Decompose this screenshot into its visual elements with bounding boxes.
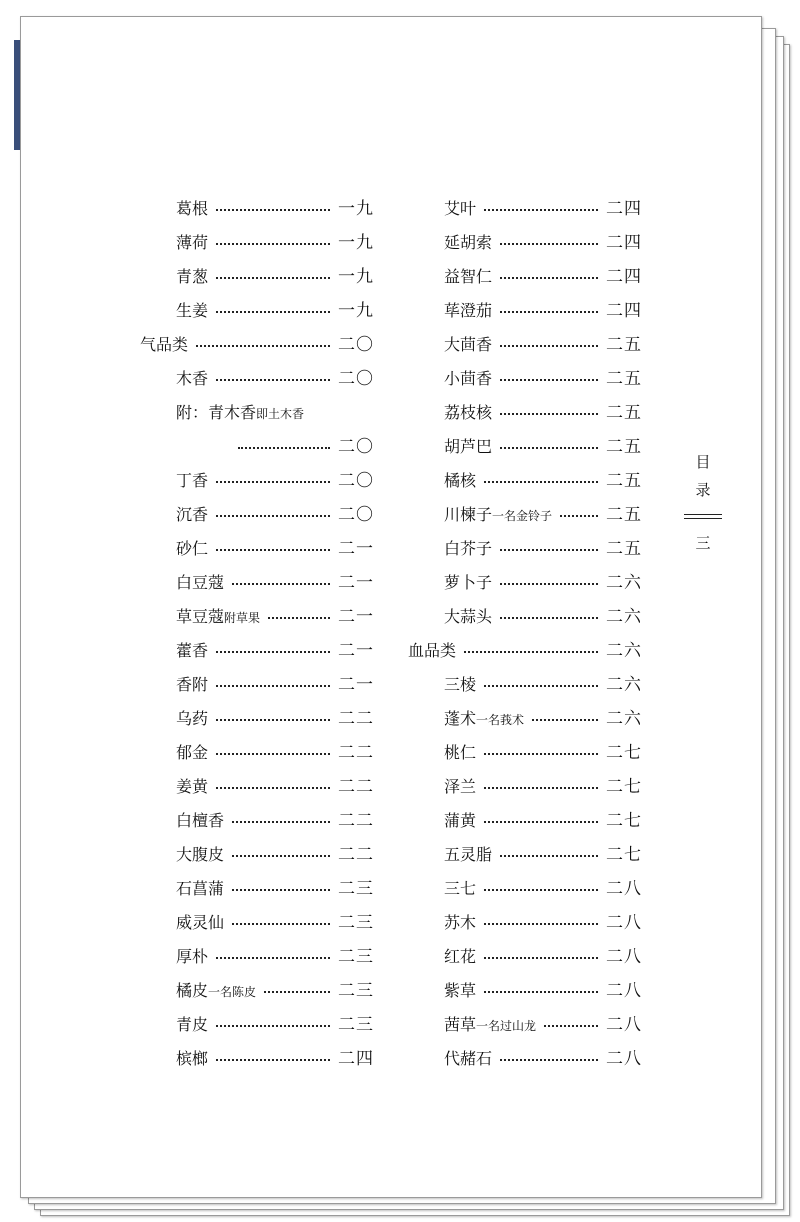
dot-leader <box>500 583 598 585</box>
entry-page-number: 二〇 <box>338 471 374 491</box>
toc-entry <box>408 736 648 770</box>
dot-leader <box>216 1025 330 1027</box>
entry-name-text: 延胡索 <box>444 233 493 252</box>
dot-leader <box>216 685 330 687</box>
entry-name <box>444 260 492 294</box>
entry-name-text: 薄荷 <box>176 233 209 252</box>
entry-name <box>444 498 552 533</box>
entry-name-text: 三七 <box>444 879 477 898</box>
dot-leader <box>500 855 598 857</box>
dot-leader <box>238 447 330 449</box>
entry-name <box>444 600 492 634</box>
entry-name <box>444 1008 536 1043</box>
dot-leader <box>216 651 330 653</box>
entry-name-text: 丁香 <box>176 471 209 490</box>
toc-entry <box>140 430 380 464</box>
entry-name <box>176 226 208 260</box>
entry-name-text: 橘核 <box>444 471 477 490</box>
running-header <box>682 448 724 557</box>
toc-entry <box>408 872 648 906</box>
entry-name <box>444 226 492 260</box>
entry-name-text: 大茴香 <box>444 335 493 354</box>
toc-entry <box>140 532 380 566</box>
entry-name <box>444 770 476 804</box>
toc-entry <box>408 804 648 838</box>
entry-name-text: 三棱 <box>444 675 477 694</box>
entry-page-number: 一九 <box>338 267 374 287</box>
entry-name-text: 益智仁 <box>444 267 493 286</box>
entry-name-text: 附：青木香 <box>176 403 257 422</box>
entry-name-text: 茜草 <box>444 1015 477 1034</box>
dot-leader <box>484 787 598 789</box>
entry-page-number: 二二 <box>338 743 374 763</box>
dot-leader <box>268 617 330 619</box>
entry-name-text: 厚朴 <box>176 947 209 966</box>
entry-name-text: 荔枝核 <box>444 403 493 422</box>
toc-entry <box>408 192 648 226</box>
toc-entry <box>140 566 380 600</box>
toc-entry <box>408 362 648 396</box>
entry-name <box>176 192 208 226</box>
entry-name-text: 萝卜子 <box>444 573 493 592</box>
entry-page-number: 二八 <box>606 913 642 933</box>
toc-entry <box>408 668 648 702</box>
entry-name-text: 槟榔 <box>176 1049 209 1068</box>
entry-page-number: 二八 <box>606 1015 642 1035</box>
toc-entry <box>140 192 380 226</box>
dot-leader <box>196 345 330 347</box>
dot-leader <box>216 277 330 279</box>
entry-page-number: 二四 <box>338 1049 374 1069</box>
entry-name-text: 姜黄 <box>176 777 209 796</box>
entry-page-number: 二三 <box>338 947 374 967</box>
toc-entry <box>140 872 380 906</box>
entry-name <box>176 1008 208 1042</box>
entry-note: 即土木香 <box>256 407 305 421</box>
entry-name-text: 威灵仙 <box>176 913 225 932</box>
dot-leader <box>484 481 598 483</box>
dot-leader <box>216 311 330 313</box>
entry-name-text: 乌药 <box>176 709 209 728</box>
entry-page-number: 二〇 <box>338 505 374 525</box>
entry-page-number: 二五 <box>606 437 642 457</box>
entry-name <box>176 668 208 702</box>
toc-entry <box>140 260 380 294</box>
dot-leader <box>500 379 598 381</box>
entry-page-number: 二三 <box>338 879 374 899</box>
entry-name <box>176 396 304 431</box>
entry-name-text: 代赭石 <box>444 1049 493 1068</box>
dot-leader <box>216 957 330 959</box>
entry-name-text: 白豆蔻 <box>176 573 225 592</box>
entry-page-number: 二二 <box>338 777 374 797</box>
entry-name-text: 石菖蒲 <box>176 879 225 898</box>
dot-leader <box>464 651 598 653</box>
entry-name <box>444 430 492 464</box>
entry-name <box>444 940 476 974</box>
entry-page-number: 二一 <box>338 573 374 593</box>
entry-name-text: 血品类 <box>408 641 457 660</box>
entry-page-number: 二七 <box>606 811 642 831</box>
toc-entry <box>140 974 380 1008</box>
entry-page-number: 二三 <box>338 913 374 933</box>
toc-category <box>408 634 648 668</box>
entry-name <box>176 940 208 974</box>
entry-page-number: 一九 <box>338 301 374 321</box>
dot-leader <box>500 617 598 619</box>
entry-page-number: 二四 <box>606 267 642 287</box>
dot-leader <box>484 991 598 993</box>
entry-name-text: 荜澄茄 <box>444 301 493 320</box>
entry-name-text: 沉香 <box>176 505 209 524</box>
toc-entry <box>140 498 380 532</box>
toc-entry <box>408 396 648 430</box>
dot-leader <box>216 787 330 789</box>
toc-entry <box>140 464 380 498</box>
entry-name <box>408 634 456 668</box>
entry-name-text: 白檀香 <box>176 811 225 830</box>
entry-page-number: 二四 <box>606 233 642 253</box>
entry-page-number: 二二 <box>338 845 374 865</box>
page-number: 三 <box>695 534 711 552</box>
toc-entry <box>408 430 648 464</box>
entry-name-text: 白芥子 <box>444 539 493 558</box>
entry-name <box>176 634 208 668</box>
entry-page-number: 二五 <box>606 403 642 423</box>
entry-page-number: 二一 <box>338 607 374 627</box>
entry-name-text: 郁金 <box>176 743 209 762</box>
dot-leader <box>216 1059 330 1061</box>
entry-name <box>444 294 492 328</box>
entry-note: 一名金铃子 <box>492 509 553 523</box>
entry-name-text: 大腹皮 <box>176 845 225 864</box>
entry-name <box>444 396 492 430</box>
toc-entry <box>140 634 380 668</box>
dot-leader <box>232 821 330 823</box>
dot-leader <box>484 753 598 755</box>
toc-entry <box>408 770 648 804</box>
entry-name-text: 蓬术 <box>444 709 477 728</box>
entry-name-text: 小茴香 <box>444 369 493 388</box>
entry-name <box>176 498 208 532</box>
toc-entry <box>140 294 380 328</box>
entry-page-number: 二一 <box>338 641 374 661</box>
entry-name-text: 藿香 <box>176 641 209 660</box>
toc-entry <box>140 838 380 872</box>
entry-name-text: 桃仁 <box>444 743 477 762</box>
dot-leader <box>484 923 598 925</box>
entry-name <box>176 1042 208 1076</box>
entry-name <box>444 464 476 498</box>
toc-entry <box>408 838 648 872</box>
entry-page-number: 二四 <box>606 199 642 219</box>
dot-leader <box>232 923 330 925</box>
dot-leader <box>500 243 598 245</box>
entry-page-number: 二三 <box>338 1015 374 1035</box>
dot-leader <box>232 583 330 585</box>
toc-entry <box>140 702 380 736</box>
entry-name <box>176 872 224 906</box>
entry-name <box>444 974 476 1008</box>
entry-page-number: 二八 <box>606 981 642 1001</box>
entry-page-number: 二二 <box>338 709 374 729</box>
toc-entry <box>140 1042 380 1076</box>
toc-entry <box>408 974 648 1008</box>
section-title-char: 目 <box>695 453 711 471</box>
dot-leader <box>500 549 598 551</box>
toc-entry <box>140 600 380 634</box>
dot-leader <box>484 209 598 211</box>
entry-page-number: 二六 <box>606 607 642 627</box>
entry-name <box>444 532 492 566</box>
entry-name <box>176 532 208 566</box>
entry-name-text: 蒲黄 <box>444 811 477 830</box>
entry-name <box>444 736 476 770</box>
entry-name-text: 青葱 <box>176 267 209 286</box>
toc-entry <box>408 260 648 294</box>
entry-name-text: 艾叶 <box>444 199 477 218</box>
entry-name-text: 香附 <box>176 675 209 694</box>
entry-page-number: 二八 <box>606 879 642 899</box>
entry-name <box>444 906 476 940</box>
entry-page-number: 二七 <box>606 743 642 763</box>
dot-leader <box>500 413 598 415</box>
entry-name-text: 气品类 <box>140 335 189 354</box>
dot-leader <box>216 549 330 551</box>
dot-leader <box>560 515 598 517</box>
entry-name-text: 青皮 <box>176 1015 209 1034</box>
entry-page-number: 二一 <box>338 539 374 559</box>
dot-leader <box>500 447 598 449</box>
toc-entry <box>408 328 648 362</box>
toc-category <box>140 328 380 362</box>
entry-name-text: 胡芦巴 <box>444 437 493 456</box>
entry-name <box>444 702 524 737</box>
entry-name-text: 苏木 <box>444 913 477 932</box>
entry-name-text: 木香 <box>176 369 209 388</box>
entry-name <box>444 1042 492 1076</box>
entry-name <box>444 872 476 906</box>
entry-name <box>176 974 256 1009</box>
toc-entry <box>408 1042 648 1076</box>
dot-leader <box>500 345 598 347</box>
toc-entry <box>140 804 380 838</box>
entry-page-number: 二八 <box>606 1049 642 1069</box>
entry-name <box>176 702 208 736</box>
entry-name <box>444 668 476 702</box>
dot-leader <box>484 889 598 891</box>
entry-note: 一名陈皮 <box>208 985 257 999</box>
dot-leader <box>232 855 330 857</box>
entry-name <box>176 804 224 838</box>
dot-leader <box>484 821 598 823</box>
toc-entry <box>140 736 380 770</box>
toc-left-column <box>140 192 380 1076</box>
section-title-char: 录 <box>695 481 711 499</box>
dot-leader <box>216 209 330 211</box>
toc-entry <box>140 906 380 940</box>
toc-entry <box>408 532 648 566</box>
toc-entry <box>408 464 648 498</box>
entry-page-number: 二六 <box>606 675 642 695</box>
entry-name-text: 砂仁 <box>176 539 209 558</box>
entry-name-text: 生姜 <box>176 301 209 320</box>
entry-name-text: 川楝子 <box>444 505 493 524</box>
entry-note: 一名莪术 <box>476 713 525 727</box>
toc-entry <box>408 1008 648 1042</box>
entry-page-number: 二七 <box>606 777 642 797</box>
entry-name <box>444 838 492 872</box>
entry-name-text: 葛根 <box>176 199 209 218</box>
entry-page-number: 二五 <box>606 539 642 559</box>
entry-page-number: 二〇 <box>338 335 374 355</box>
dot-leader <box>216 719 330 721</box>
entry-page-number: 二三 <box>338 981 374 1001</box>
entry-page-number: 二六 <box>606 709 642 729</box>
entry-page-number: 二五 <box>606 471 642 491</box>
entry-name <box>176 770 208 804</box>
toc-entry <box>140 770 380 804</box>
dot-leader <box>500 1059 598 1061</box>
entry-page-number: 二七 <box>606 845 642 865</box>
entry-page-number: 二六 <box>606 573 642 593</box>
entry-name-text: 草豆蔻 <box>176 607 225 626</box>
entry-page-number: 二〇 <box>338 437 374 457</box>
entry-page-number: 二八 <box>606 947 642 967</box>
toc-entry <box>140 668 380 702</box>
entry-page-number: 二〇 <box>338 369 374 389</box>
toc-entry <box>140 362 380 396</box>
entry-name <box>176 736 208 770</box>
dot-leader <box>500 277 598 279</box>
entry-page-number: 二五 <box>606 335 642 355</box>
entry-page-number: 二二 <box>338 811 374 831</box>
header-divider <box>684 514 722 519</box>
entry-name-text: 紫草 <box>444 981 477 1000</box>
dot-leader <box>216 753 330 755</box>
dot-leader <box>216 243 330 245</box>
entry-name <box>176 260 208 294</box>
dot-leader <box>216 379 330 381</box>
toc-right-column <box>408 192 648 1076</box>
dot-leader <box>232 889 330 891</box>
entry-name <box>176 906 224 940</box>
entry-page-number: 一九 <box>338 199 374 219</box>
entry-note: 一名过山龙 <box>476 1019 537 1033</box>
entry-name-text: 泽兰 <box>444 777 477 796</box>
dot-leader <box>532 719 598 721</box>
toc-entry <box>408 294 648 328</box>
toc-entry <box>408 498 648 532</box>
toc-entry <box>408 906 648 940</box>
toc-entry <box>408 600 648 634</box>
dot-leader <box>216 481 330 483</box>
toc-entry <box>408 566 648 600</box>
entry-name-text: 五灵脂 <box>444 845 493 864</box>
entry-page-number: 二六 <box>606 641 642 661</box>
entry-name-text: 大蒜头 <box>444 607 493 626</box>
toc-entry <box>408 702 648 736</box>
entry-name <box>176 566 224 600</box>
dot-leader <box>544 1025 598 1027</box>
entry-name <box>176 838 224 872</box>
entry-name <box>444 566 492 600</box>
dot-leader <box>216 515 330 517</box>
entry-name <box>176 362 208 396</box>
dot-leader <box>500 311 598 313</box>
toc-entry <box>408 940 648 974</box>
entry-name <box>176 464 208 498</box>
entry-name-text: 红花 <box>444 947 477 966</box>
toc-entry <box>140 940 380 974</box>
toc-entry <box>140 396 380 430</box>
dot-leader <box>264 991 330 993</box>
entry-name <box>444 192 476 226</box>
entry-page-number: 二五 <box>606 505 642 525</box>
entry-name <box>444 804 476 838</box>
entry-page-number: 二四 <box>606 301 642 321</box>
entry-name-text: 橘皮 <box>176 981 209 1000</box>
entry-page-number: 二一 <box>338 675 374 695</box>
entry-name <box>176 294 208 328</box>
entry-name <box>176 600 260 635</box>
toc-entry <box>140 226 380 260</box>
entry-name <box>444 362 492 396</box>
toc-entry <box>140 1008 380 1042</box>
entry-name <box>444 328 492 362</box>
toc-entry <box>408 226 648 260</box>
dot-leader <box>484 685 598 687</box>
dot-leader <box>484 957 598 959</box>
entry-note: 附草果 <box>224 611 261 625</box>
entry-name <box>140 328 188 362</box>
page-sheet-front <box>20 16 762 1198</box>
entry-page-number: 二五 <box>606 369 642 389</box>
entry-page-number: 一九 <box>338 233 374 253</box>
